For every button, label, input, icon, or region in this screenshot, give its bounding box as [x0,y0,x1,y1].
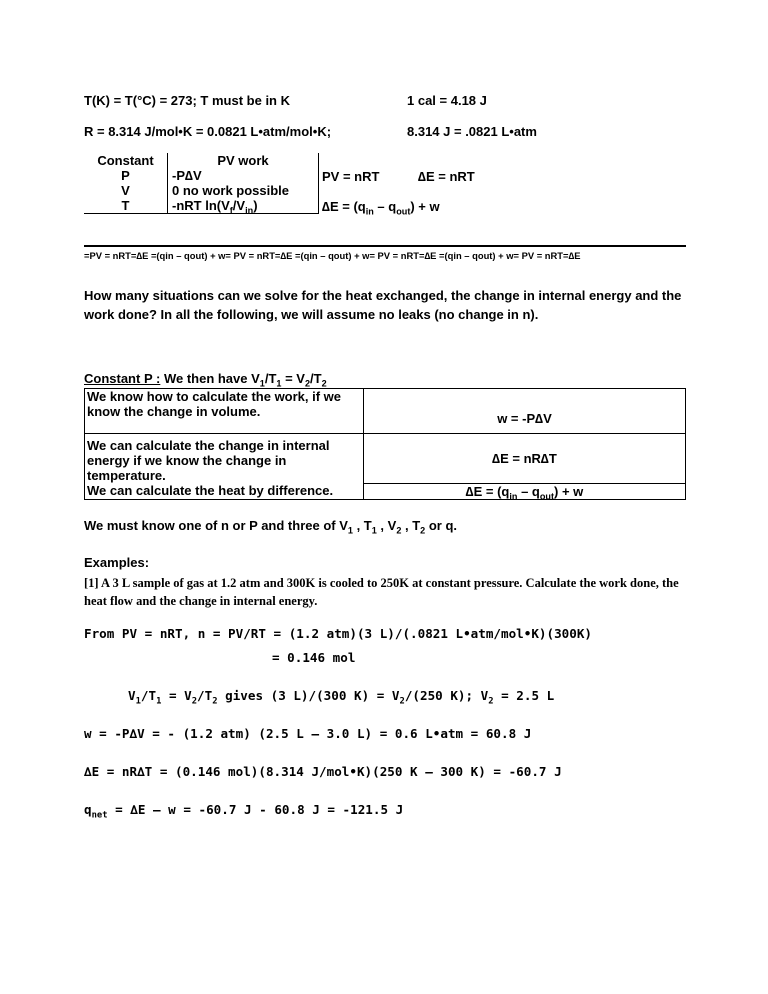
example-problem: [1] A 3 L sample of gas at 1.2 atm and 300K is cooled to 250K at constant pressure. Calculate the work done, the heat flow and the change in internal energy. [84,576,679,608]
header-line2-right: 8.314 J = .0821 L•atm [407,124,537,139]
constant-p-cell-first-law: $\Delta E = (q_{in} - q_{out}) + w$ [363,483,685,499]
header-line1-left: T(K) = T(°C) = 273; T must be in K [84,93,290,108]
constants-cell: V [84,183,168,198]
constant-p-title: Constant P : We then have $V_1/T_1 = V_2/T_2$ [84,371,327,389]
constants-cell-t-work: -nRT $\ln(V_f/V_{in})$ [168,198,319,214]
example-line-energy: ∆E = nR∆T = (0.146 mol)(8.314 J/mol•K)(250 K – 300 K) = -60.7 J [84,764,562,779]
constant-p-cell: We know how to calculate the work, if we know the change in volume. [85,389,364,434]
constant-p-cell: We can calculate the heat by difference. [85,483,364,499]
constant-p-cell: w = -P∆V [363,389,685,434]
constants-cell: 0 no work possible [168,183,319,198]
example-line-n-result: = 0.146 mol [272,650,356,665]
constant-p-cell: We can calculate the change in internal energy if we know the change in temperature. [85,434,364,484]
header-line2-left: R = 8.314 J/mol•K = 0.0821 L•atm/mol•K; [84,124,332,139]
constant-p-row-heat [85,483,686,499]
example-line-n: From PV = nRT, n = PV/RT = (1.2 atm)(3 L)/(.0821 L•atm/mol•K)(300K) [84,626,592,641]
constants-cell: -P∆V [168,168,319,183]
constants-table [84,153,319,214]
constants-row-v [84,183,319,198]
constants-cell: T [84,198,168,214]
equation-banner: =PV = nRT=∆E =(qin – qout) + w= PV = nRT=∆E =(qin – qout) + w= PV = nRT=∆E =(qin – qout) + w= PV = nRT=∆E [84,250,581,261]
question-paragraph: How many situations can we solve for the heat exchanged, the change in internal energy and the work done? In all the following, we will assume no leaks (no change in n). [84,288,682,322]
constant-p-row-energy [85,434,686,484]
constant-p-cell: ∆E = nR∆T [363,434,685,484]
example-line-work: w = -P∆V = - (1.2 atm) (2.5 L – 3.0 L) = 0.6 L•atm = 60.8 J [84,726,532,741]
constants-table-head [84,153,319,168]
examples-heading: Examples: [84,555,150,570]
constants-head-constant: Constant [84,153,168,168]
formula-de-nrt: ∆E = nRT [418,169,475,184]
formula-first-law: $\Delta E = (q_{in} - q_{out}) + w$ [322,199,440,217]
constant-p-table [84,388,686,500]
constants-cell: P [84,168,168,183]
constants-head-pvwork: PV work [168,153,319,168]
constants-row-p [84,168,319,183]
must-know-line: We must know one of n or P and three of $V_1$ , $T_1$ , $V_2$ , $T_2$ or q. [84,518,457,536]
formula-pv-nrt: PV = nRT [322,169,380,184]
divider-rule [84,245,686,247]
example-line-volume: $V_1/T_1 = V_2/T_2$ gives (3 L)/(300 $K) = V_2/(250$ K); $V_2 = 2.5$ L [128,688,555,707]
constant-p-row-work [85,389,686,434]
example-line-heat: $q_{net} = \Delta E - w = -60.7$ J - 60.8 J = -121.5 J [84,802,404,821]
constants-row-t [84,198,319,214]
header-line1-right: 1 cal = 4.18 J [407,93,487,108]
